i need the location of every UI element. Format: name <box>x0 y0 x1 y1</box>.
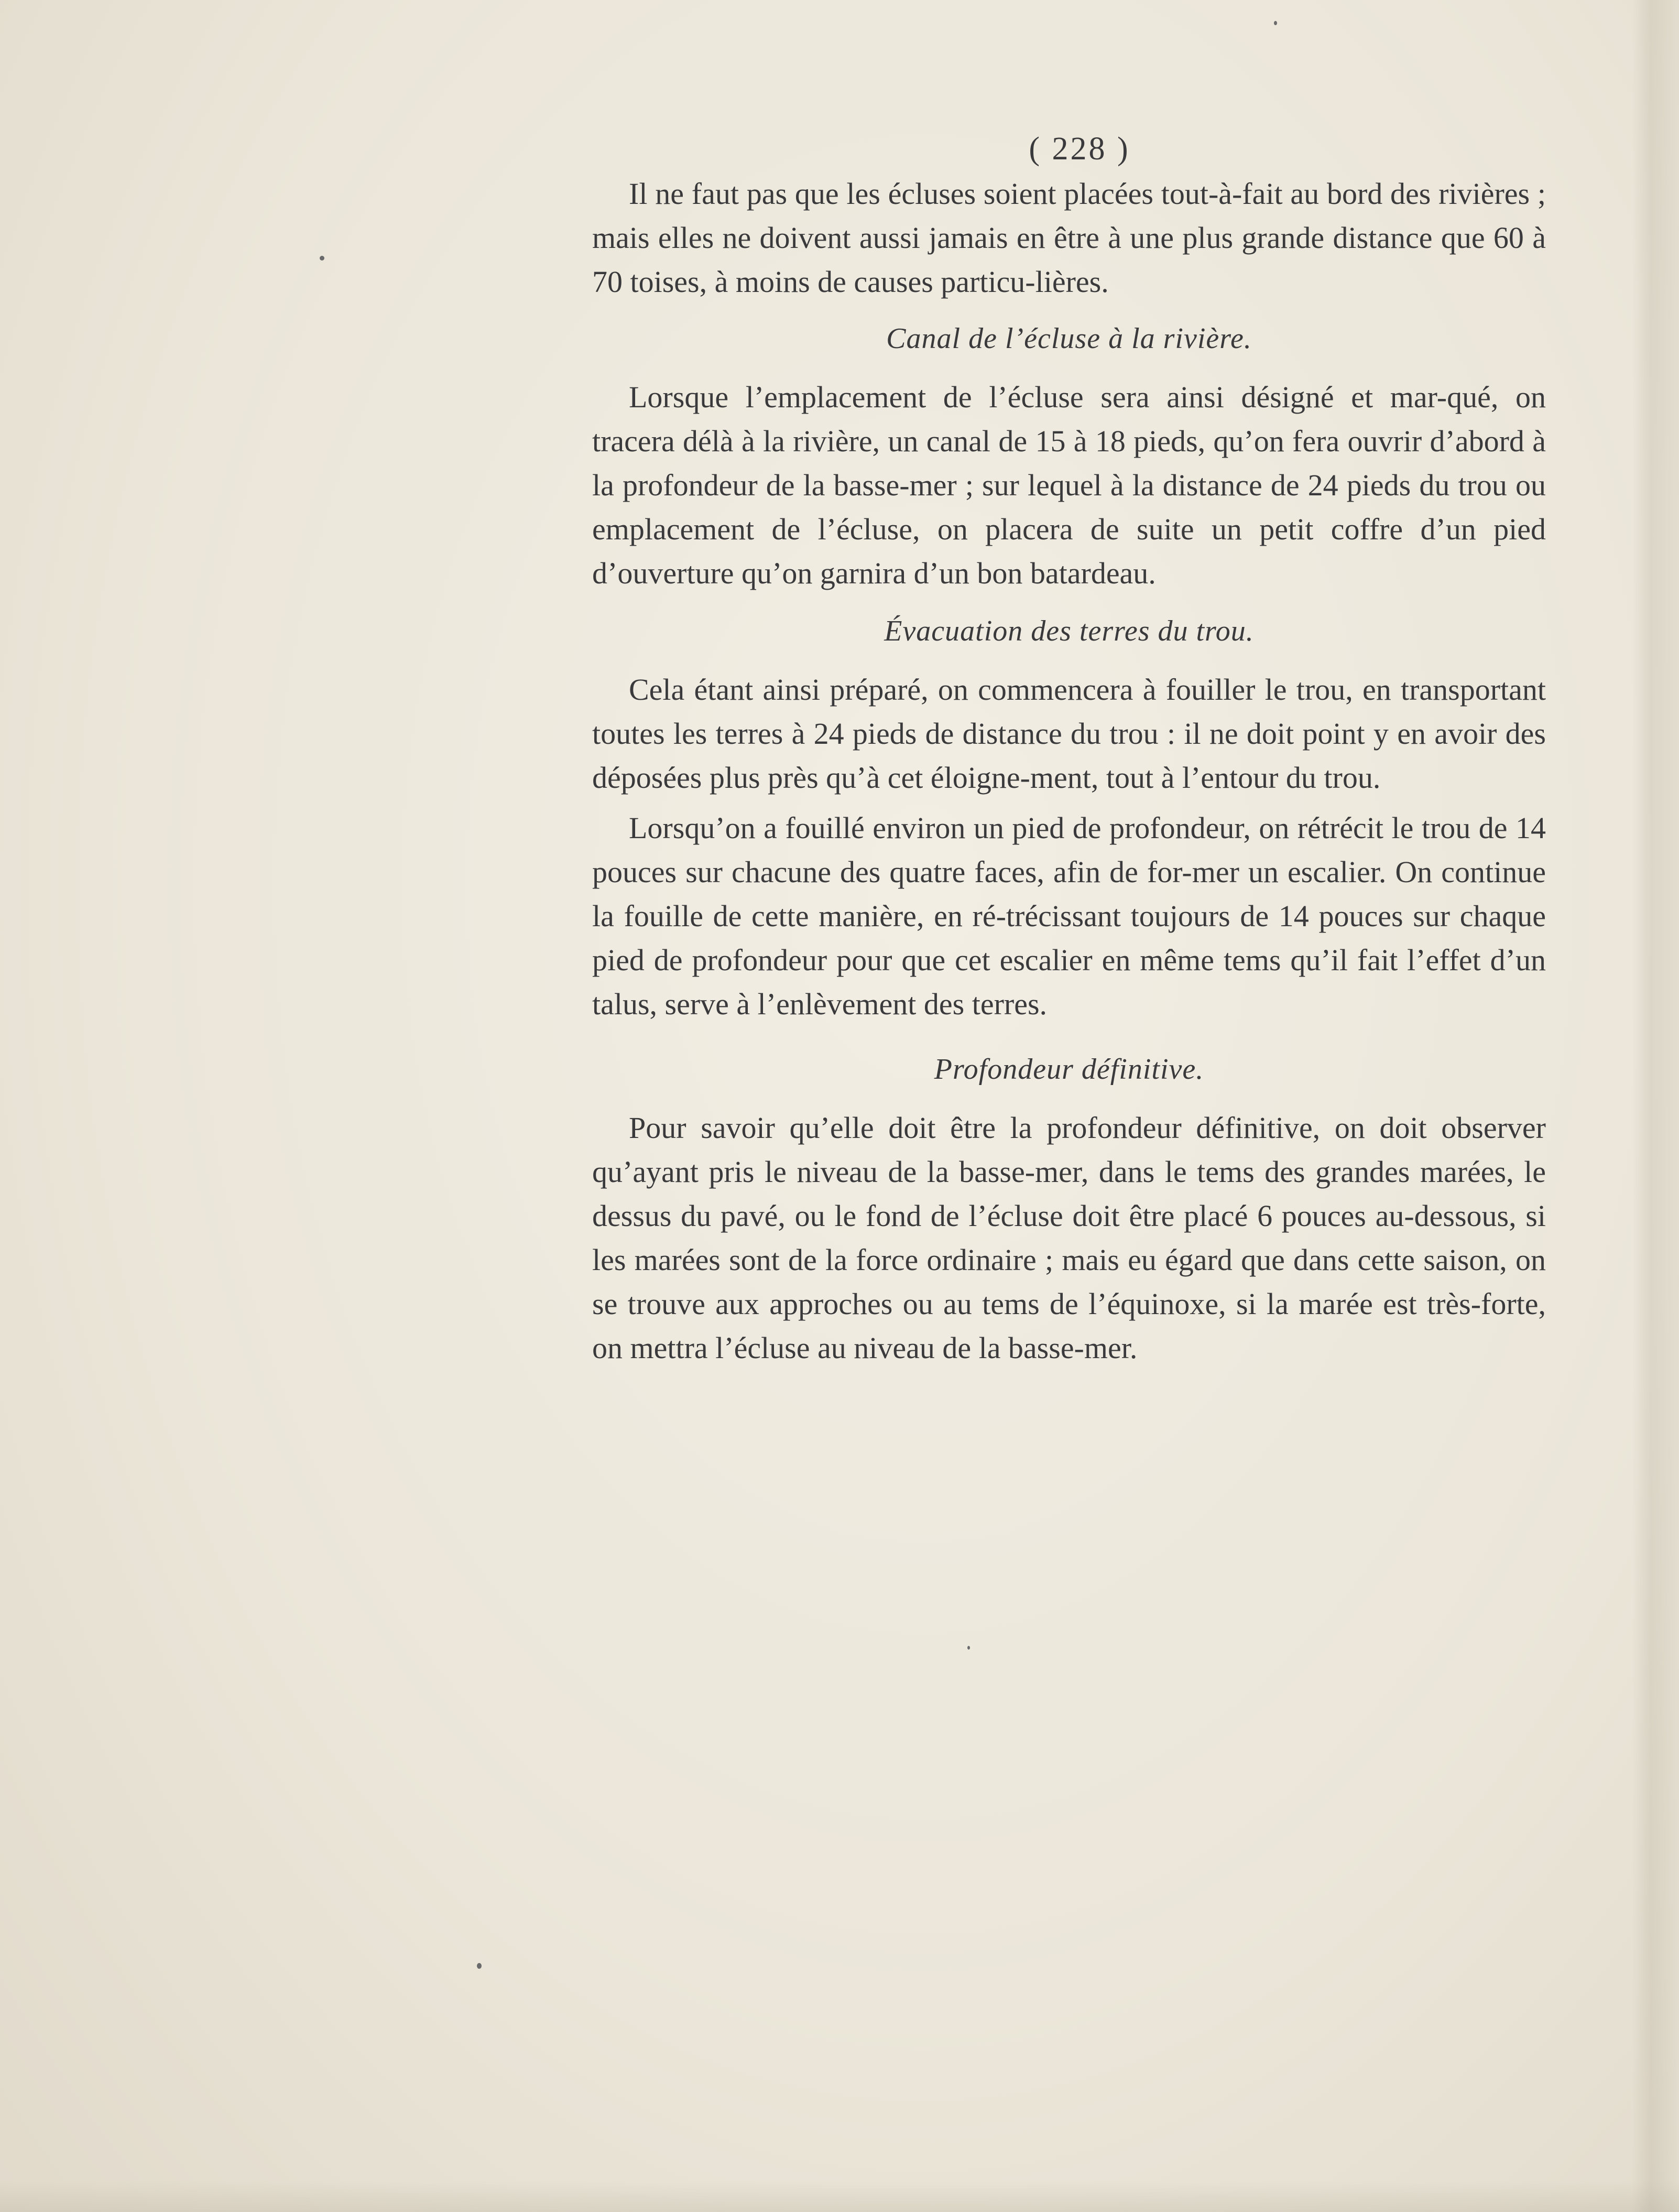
paragraph-lock-placement: Il ne faut pas que les écluses soient placées tout-à-fait au bord des rivières ; mais elles ne doivent aussi jamais en être à une plus grande distance que 60 à 70 toises, à moins de causes particu-lières. <box>592 177 1546 299</box>
page-bottom-shadow <box>0 2181 1679 2212</box>
paragraph-staircase: Lorsqu’on a fouillé environ un pied de profondeur, on rétrécit le trou de 14 pouces sur chacune des quatre faces, afin de for-mer un escalier. On continue la fouille de cette manière, en ré-trécissant toujours de 14 pouces sur chaque pied de profondeur pour que cet escalier en même tems qu’il fait l’effet d’un talus, serve à l’enlèvement des terres. <box>592 811 1546 1021</box>
section-heading-depth: Profondeur définitive. <box>934 1053 1204 1086</box>
ink-speck <box>477 1963 482 1969</box>
paragraph-depth: Pour savoir qu’elle doit être la profondeur définitive, on doit observer qu’ayant pris le niveau de la basse-mer, dans le tems des grandes marées, le dessus du pavé, ou le fond de l’écluse doit être placé 6 pouces au-dessous, si les marées sont de la force ordinaire ; mais eu égard que dans cette saison, on se trouve aux approches ou au tems de l’équinoxe, si la marée est très-forte, on mettra l’écluse au niveau de la basse-mer. <box>592 1111 1546 1365</box>
document-text <box>592 126 1546 1370</box>
page-edge-shadow <box>1632 0 1679 2212</box>
paragraph-excavation: Cela étant ainsi préparé, on commencera à fouiller le trou, en transportant toutes les terres à 24 pieds de distance du trou : il ne doit point y en avoir des déposées plus près qu’à cet éloigne-ment, tout à l’entour du trou. <box>592 673 1546 795</box>
paragraph-canal: Lorsque l’emplacement de l’écluse sera ainsi désigné et mar-qué, on tracera délà à la rivière, un canal de 15 à 18 pieds, qu’on fera ouvrir d’abord à la profondeur de la basse-mer ; sur lequel à la distance de 24 pieds du trou ou emplacement de l’écluse, on placera de suite un petit coffre d’un pied d’ouverture qu’on garnira d’un bon batardeau. <box>592 380 1546 590</box>
section-heading-canal: Canal de l’écluse à la rivière. <box>886 322 1252 355</box>
ink-speck <box>967 1646 970 1650</box>
ink-speck <box>320 256 324 261</box>
page-number: ( 228 ) <box>1029 131 1130 167</box>
section-heading-evacuation: Évacuation des terres du trou. <box>884 615 1254 647</box>
ink-speck <box>1274 21 1277 25</box>
